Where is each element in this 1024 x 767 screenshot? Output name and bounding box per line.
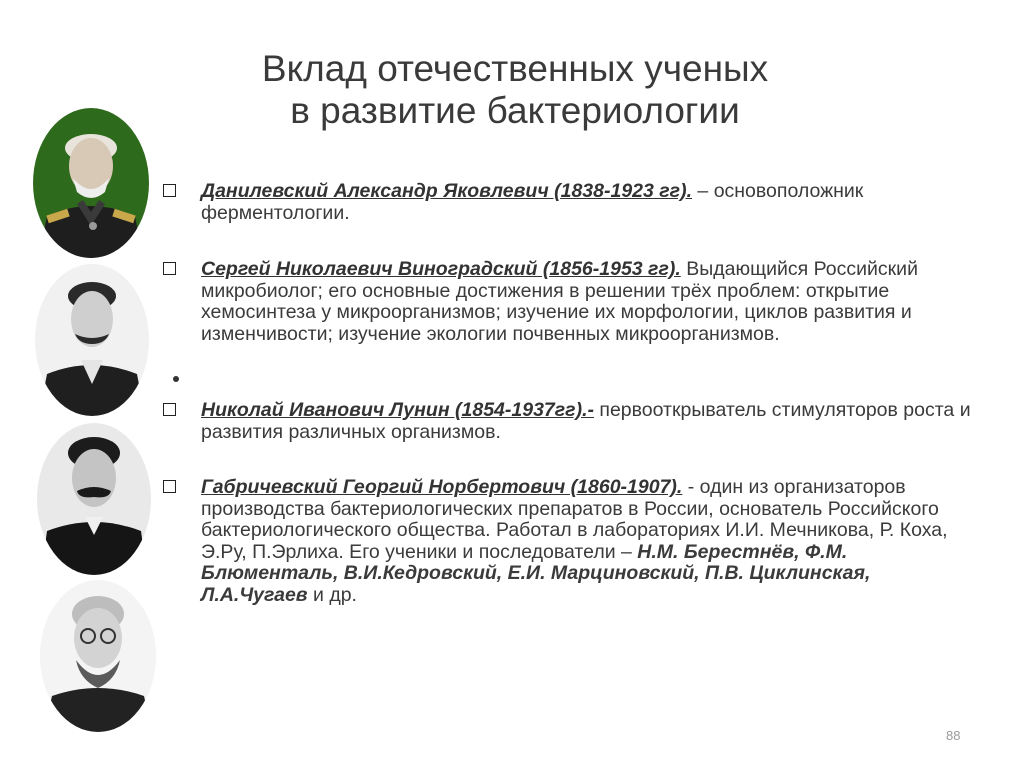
list-item xyxy=(163,259,973,345)
list-item-body xyxy=(201,477,973,606)
portrait-danilevsky xyxy=(33,108,149,258)
portrait-gabrichevsky-image xyxy=(40,580,156,732)
portrait-lunin xyxy=(37,423,151,575)
scientist-name: Данилевский Александр Яковлевич (1838-1923 гг). xyxy=(201,180,693,202)
checkbox-bullet-icon xyxy=(163,184,176,197)
list-item xyxy=(163,477,973,606)
page-number: 88 xyxy=(946,728,961,743)
scientist-description: – основоположник ферментологии. xyxy=(201,180,864,224)
title-line-1: Вклад отечественных ученых xyxy=(261,48,769,89)
scientist-description: первооткрыватель стимуляторов роста и развития различных организмов. xyxy=(201,399,971,443)
students-tail: и др. xyxy=(307,583,357,606)
portrait-gabrichevsky xyxy=(40,580,156,732)
scientist-description: Выдающийся Российский микробиолог; его основные достижения в решении трёх проблем: открытие хемосинтеза у микроорганизмов; изучение их морфологии, циклов развития и изменчивости; изучение экологии почвенных микроорганизмов. xyxy=(201,258,918,345)
empty-bullet-dot xyxy=(173,376,179,382)
scientist-name: Габричевский Георгий Норбертович (1860-1907). xyxy=(201,476,683,498)
scientist-name: Николай Иванович Лунин (1854-1937гг).- xyxy=(201,399,594,421)
list-item-body xyxy=(201,181,973,224)
portrait-lunin-image xyxy=(37,423,151,575)
portrait-vinogradsky xyxy=(35,264,149,416)
list-item xyxy=(163,400,973,443)
scientist-name: Сергей Николаевич Виноградский (1856-1953 гг). xyxy=(201,258,681,280)
list-item xyxy=(163,181,973,224)
title-line-2: в развитие бактериологии xyxy=(290,90,740,131)
portrait-danilevsky-image xyxy=(33,108,149,258)
portrait-vinogradsky-image xyxy=(35,264,149,416)
students-list: Н.М. Берестнёв, Ф.М. Блюменталь, В.И.Кедровский, Е.И. Марциновский, П.В. Циклинская, Л.А.Чугаев xyxy=(201,540,871,606)
list-item-body xyxy=(201,259,973,345)
checkbox-bullet-icon xyxy=(163,480,176,493)
slide-title xyxy=(180,48,850,132)
scientist-description: - один из организаторов производства бактериологических препаратов в России, основатель Российского бактериологического общества. Работал в лабораториях И.И. Мечникова, Р. Коха, Э.Ру, П.Эрлиха. Его ученики и последователи – xyxy=(201,476,948,563)
list-item-body xyxy=(201,400,973,443)
checkbox-bullet-icon xyxy=(163,262,176,275)
checkbox-bullet-icon xyxy=(163,403,176,416)
